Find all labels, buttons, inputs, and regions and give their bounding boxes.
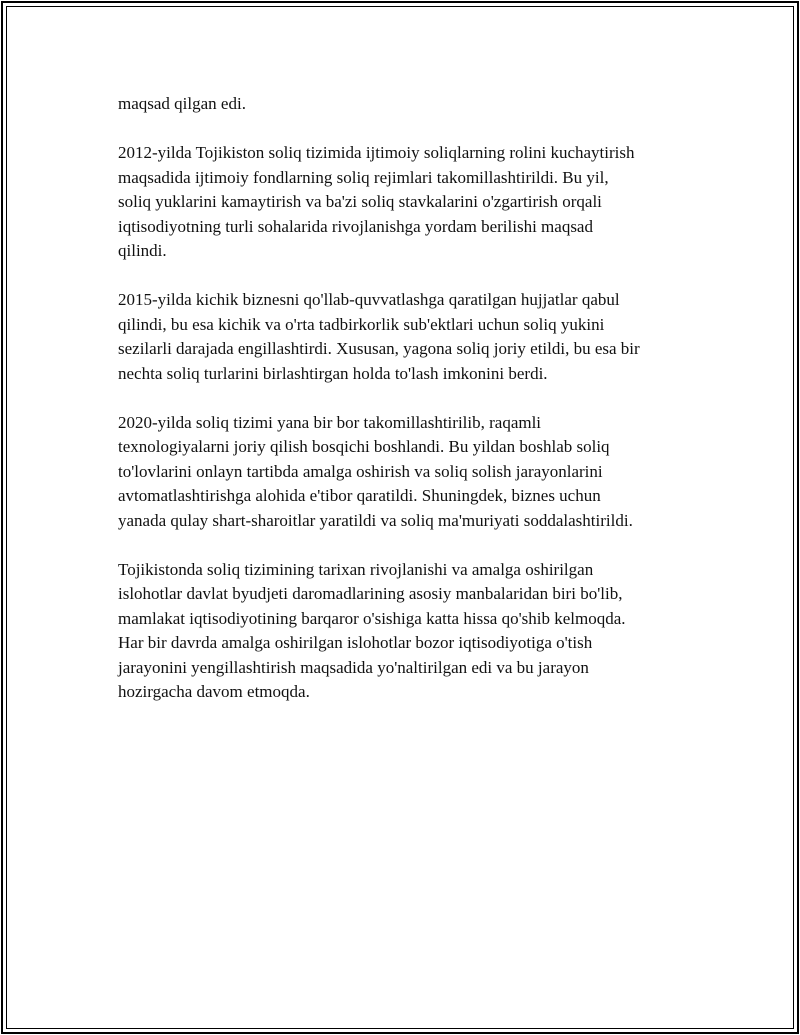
document-body (118, 92, 698, 729)
paragraph-2020: 2020-yilda soliq tizimi yana bir bor takomillashtirilib, raqamli texnologiyalarni joriy qilish bosqichi boshlandi. Bu yildan boshlab soliq to'lovlarini onlayn tartibda amalga oshirish va soliq solish jarayonlarini avtomatlashtirishga alohida e'tibor qaratildi. Shuningdek, biznes uchun yanada qulay shart-sharoitlar yaratildi va soliq ma'muriyati soddalashtirildi. (118, 412, 633, 530)
paragraph-continuation: maqsad qilgan edi. (118, 94, 246, 113)
paragraph-2012: 2012-yilda Tojikiston soliq tizimida ijtimoiy soliqlarning rolini kuchaytirish maqsadida ijtimoiy fondlarning soliq rejimlari takomillashtirildi. Bu yil, soliq yuklarini kamaytirish va ba'zi soliq stavkalarini o'zgartirish orqali iqtisodiyotning turli sohalarida rivojlanishga yordam berilishi maqsad qilindi. (118, 143, 635, 260)
paragraph-2015: 2015-yilda kichik biznesni qo'llab-quvvatlashga qaratilgan hujjatlar qabul qilindi, bu esa kichik va o'rta tadbirkorlik sub'ektlari uchun soliq yukini sezilarli darajada engillashtirdi. Xususan, yagona soliq joriy etildi, bu esa bir nechta soliq turlarini birlashtirgan holda to'lash imkonini berdi. (118, 290, 640, 383)
paragraph-conclusion: Tojikistonda soliq tizimining tarixan rivojlanishi va amalga oshirilgan islohotlar davlat byudjeti daromadlarining asosiy manbalaridan biri bo'lib, mamlakat iqtisodiyotining barqaror o'sishiga katta hissa qo'shib kelmoqda. Har bir davrda amalga oshirilgan islohotlar bozor iqtisodiyotiga o'tish jarayonini yengillashtirish maqsadida yo'naltirilgan edi va bu jarayon hozirgacha davom etmoqda. (118, 559, 626, 701)
